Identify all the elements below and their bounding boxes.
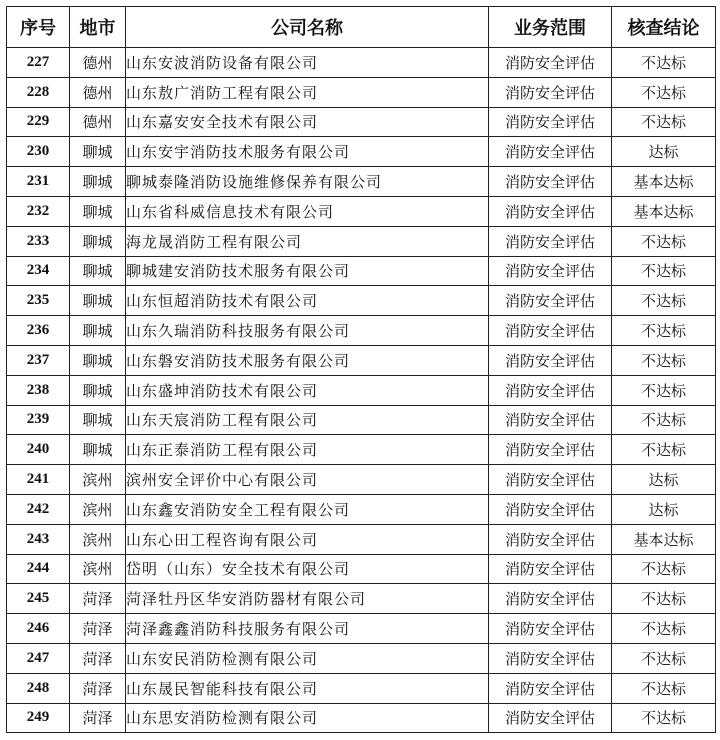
cell-no: 231 <box>7 167 70 197</box>
table-row <box>7 494 716 524</box>
cell-scope: 消防安全评估 <box>489 643 612 673</box>
cell-result: 基本达标 <box>612 167 716 197</box>
table-row <box>7 256 716 286</box>
header-result: 核查结论 <box>612 7 716 48</box>
cell-company: 山东安宇消防技术服务有限公司 <box>126 137 489 167</box>
table-row <box>7 584 716 614</box>
cell-no: 234 <box>7 256 70 286</box>
cell-result: 不达标 <box>612 554 716 584</box>
cell-scope: 消防安全评估 <box>489 256 612 286</box>
cell-scope: 消防安全评估 <box>489 584 612 614</box>
cell-no: 238 <box>7 375 70 405</box>
cell-no: 247 <box>7 643 70 673</box>
cell-city: 聊城 <box>70 316 126 346</box>
header-city: 地市 <box>70 7 126 48</box>
cell-city: 聊城 <box>70 435 126 465</box>
cell-scope: 消防安全评估 <box>489 316 612 346</box>
cell-scope: 消防安全评估 <box>489 703 612 733</box>
cell-company: 山东正泰消防工程有限公司 <box>126 435 489 465</box>
cell-result: 不达标 <box>612 286 716 316</box>
cell-no: 229 <box>7 107 70 137</box>
cell-no: 227 <box>7 48 70 78</box>
cell-company: 山东久瑞消防科技服务有限公司 <box>126 316 489 346</box>
cell-result: 不达标 <box>612 77 716 107</box>
cell-city: 滨州 <box>70 494 126 524</box>
cell-result: 不达标 <box>612 435 716 465</box>
table-row <box>7 316 716 346</box>
cell-no: 245 <box>7 584 70 614</box>
cell-company: 山东安民消防检测有限公司 <box>126 643 489 673</box>
cell-no: 249 <box>7 703 70 733</box>
cell-result: 不达标 <box>612 405 716 435</box>
cell-company: 山东天宸消防工程有限公司 <box>126 405 489 435</box>
cell-company: 海龙晟消防工程有限公司 <box>126 226 489 256</box>
cell-scope: 消防安全评估 <box>489 494 612 524</box>
cell-company: 岱明（山东）安全技术有限公司 <box>126 554 489 584</box>
cell-city: 菏泽 <box>70 584 126 614</box>
cell-result: 不达标 <box>612 316 716 346</box>
results-table <box>6 6 716 733</box>
cell-no: 243 <box>7 524 70 554</box>
cell-company: 山东盛坤消防技术有限公司 <box>126 375 489 405</box>
cell-result: 达标 <box>612 137 716 167</box>
table-row <box>7 226 716 256</box>
cell-no: 232 <box>7 196 70 226</box>
table-row <box>7 77 716 107</box>
cell-company: 山东恒超消防技术有限公司 <box>126 286 489 316</box>
cell-company: 山东鑫安消防安全工程有限公司 <box>126 494 489 524</box>
cell-result: 基本达标 <box>612 196 716 226</box>
cell-result: 达标 <box>612 494 716 524</box>
cell-city: 聊城 <box>70 226 126 256</box>
cell-company: 山东晟民智能科技有限公司 <box>126 673 489 703</box>
cell-company: 山东安波消防设备有限公司 <box>126 48 489 78</box>
cell-result: 达标 <box>612 465 716 495</box>
cell-no: 246 <box>7 614 70 644</box>
table-row <box>7 345 716 375</box>
cell-company: 山东敖广消防工程有限公司 <box>126 77 489 107</box>
cell-no: 248 <box>7 673 70 703</box>
cell-city: 聊城 <box>70 256 126 286</box>
cell-company: 聊城建安消防技术服务有限公司 <box>126 256 489 286</box>
cell-no: 244 <box>7 554 70 584</box>
cell-result: 不达标 <box>612 226 716 256</box>
header-scope: 业务范围 <box>489 7 612 48</box>
cell-city: 德州 <box>70 48 126 78</box>
cell-scope: 消防安全评估 <box>489 673 612 703</box>
cell-city: 聊城 <box>70 137 126 167</box>
cell-company: 菏泽鑫鑫消防科技服务有限公司 <box>126 614 489 644</box>
table-row <box>7 286 716 316</box>
cell-city: 滨州 <box>70 554 126 584</box>
cell-company: 山东省科威信息技术有限公司 <box>126 196 489 226</box>
cell-no: 230 <box>7 137 70 167</box>
table-row <box>7 673 716 703</box>
table-row <box>7 375 716 405</box>
cell-scope: 消防安全评估 <box>489 465 612 495</box>
cell-city: 聊城 <box>70 167 126 197</box>
cell-city: 聊城 <box>70 286 126 316</box>
cell-company: 菏泽牡丹区华安消防器材有限公司 <box>126 584 489 614</box>
cell-scope: 消防安全评估 <box>489 196 612 226</box>
cell-city: 滨州 <box>70 524 126 554</box>
table-row <box>7 465 716 495</box>
cell-city: 菏泽 <box>70 703 126 733</box>
header-no: 序号 <box>7 7 70 48</box>
cell-company: 聊城泰隆消防设施维修保养有限公司 <box>126 167 489 197</box>
cell-scope: 消防安全评估 <box>489 614 612 644</box>
cell-result: 不达标 <box>612 345 716 375</box>
table-row <box>7 435 716 465</box>
cell-result: 不达标 <box>612 584 716 614</box>
table-row <box>7 48 716 78</box>
cell-company: 山东磐安消防技术服务有限公司 <box>126 345 489 375</box>
table-row <box>7 137 716 167</box>
cell-company: 山东思安消防检测有限公司 <box>126 703 489 733</box>
cell-company: 山东心田工程咨询有限公司 <box>126 524 489 554</box>
cell-scope: 消防安全评估 <box>489 286 612 316</box>
table-row <box>7 703 716 733</box>
cell-no: 233 <box>7 226 70 256</box>
cell-result: 基本达标 <box>612 524 716 554</box>
cell-city: 菏泽 <box>70 643 126 673</box>
header-row <box>7 7 716 48</box>
cell-scope: 消防安全评估 <box>489 167 612 197</box>
cell-no: 235 <box>7 286 70 316</box>
cell-city: 聊城 <box>70 345 126 375</box>
table-row <box>7 107 716 137</box>
cell-scope: 消防安全评估 <box>489 524 612 554</box>
table-row <box>7 196 716 226</box>
table-row <box>7 524 716 554</box>
cell-scope: 消防安全评估 <box>489 226 612 256</box>
cell-city: 菏泽 <box>70 673 126 703</box>
table-body <box>7 48 716 733</box>
cell-result: 不达标 <box>612 703 716 733</box>
cell-company: 山东嘉安安全技术有限公司 <box>126 107 489 137</box>
cell-scope: 消防安全评估 <box>489 554 612 584</box>
table-row <box>7 167 716 197</box>
cell-no: 239 <box>7 405 70 435</box>
cell-no: 237 <box>7 345 70 375</box>
cell-city: 德州 <box>70 77 126 107</box>
cell-no: 240 <box>7 435 70 465</box>
table-row <box>7 614 716 644</box>
table-row <box>7 405 716 435</box>
cell-no: 236 <box>7 316 70 346</box>
cell-city: 菏泽 <box>70 614 126 644</box>
cell-city: 聊城 <box>70 196 126 226</box>
cell-result: 不达标 <box>612 107 716 137</box>
cell-result: 不达标 <box>612 375 716 405</box>
cell-result: 不达标 <box>612 643 716 673</box>
cell-city: 聊城 <box>70 405 126 435</box>
cell-scope: 消防安全评估 <box>489 375 612 405</box>
cell-scope: 消防安全评估 <box>489 48 612 78</box>
table-row <box>7 554 716 584</box>
cell-city: 德州 <box>70 107 126 137</box>
cell-company: 滨州安全评价中心有限公司 <box>126 465 489 495</box>
cell-city: 滨州 <box>70 465 126 495</box>
cell-no: 228 <box>7 77 70 107</box>
cell-result: 不达标 <box>612 48 716 78</box>
cell-scope: 消防安全评估 <box>489 107 612 137</box>
table-row <box>7 643 716 673</box>
cell-scope: 消防安全评估 <box>489 405 612 435</box>
cell-result: 不达标 <box>612 614 716 644</box>
cell-city: 聊城 <box>70 375 126 405</box>
header-company: 公司名称 <box>126 7 489 48</box>
cell-scope: 消防安全评估 <box>489 435 612 465</box>
cell-result: 不达标 <box>612 673 716 703</box>
cell-scope: 消防安全评估 <box>489 345 612 375</box>
cell-no: 242 <box>7 494 70 524</box>
cell-no: 241 <box>7 465 70 495</box>
cell-scope: 消防安全评估 <box>489 77 612 107</box>
cell-result: 不达标 <box>612 256 716 286</box>
cell-scope: 消防安全评估 <box>489 137 612 167</box>
